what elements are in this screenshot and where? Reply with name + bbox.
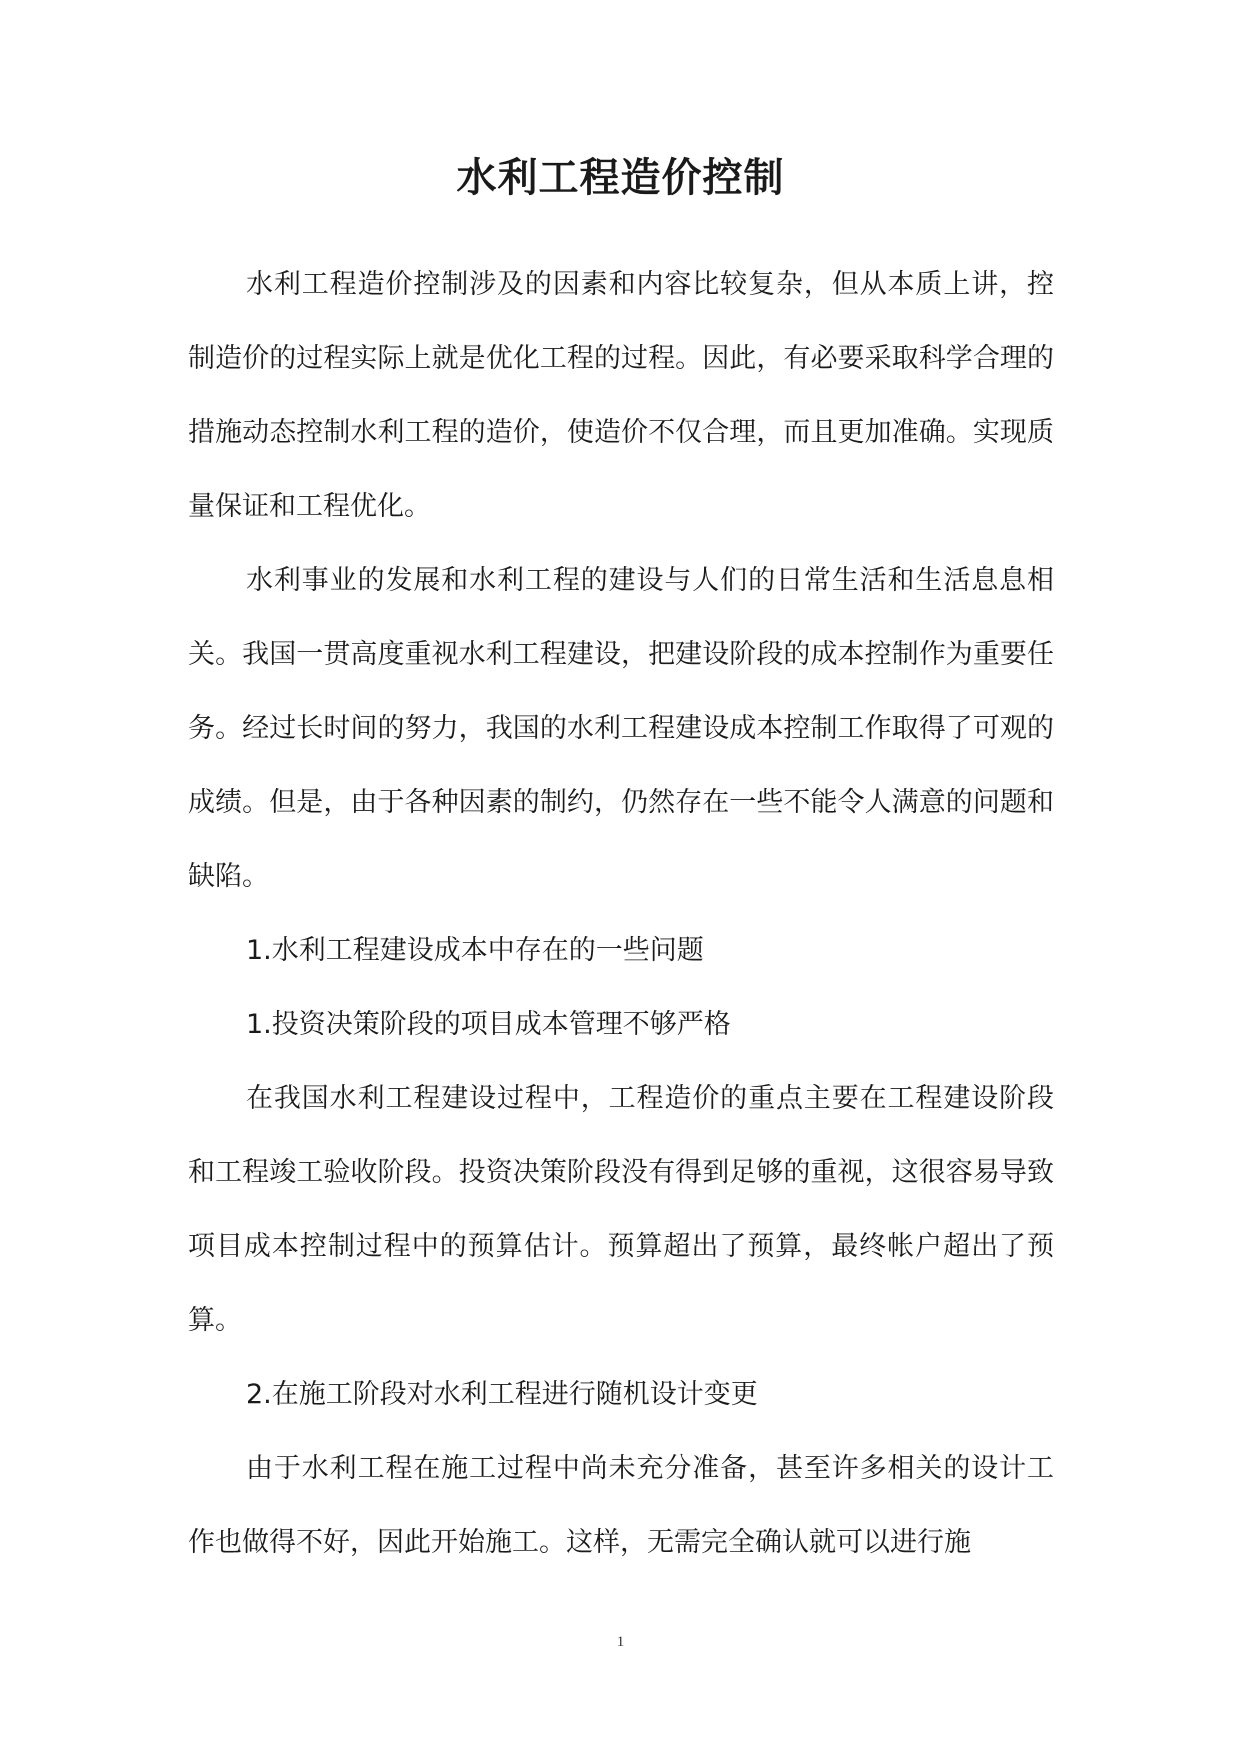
document-body	[188, 248, 1054, 1580]
page-number: 1	[616, 1634, 625, 1650]
paragraph-background: 水利事业的发展和水利工程的建设与人们的日常生活和生活息息相关。我国一贯高度重视水利工程建设，把建设阶段的成本控制作为重要任务。经过长时间的努力，我国的水利工程建设成本控制工作取得了可观的成绩。但是，由于各种因素的制约，仍然存在一些不能令人满意的问题和缺陷。	[188, 565, 1054, 892]
document-title: 水利工程造价控制	[456, 155, 785, 201]
paragraph-intro: 水利工程造价控制涉及的因素和内容比较复杂，但从本质上讲，控制造价的过程实际上就是优化工程的过程。因此，有必要采取科学合理的措施动态控制水利工程的造价，使造价不仅合理，而且更加准确。实现质量保证和工程优化。	[188, 269, 1054, 522]
paragraph-investment: 在我国水利工程建设过程中，工程造价的重点主要在工程建设阶段和工程竣工验收阶段。投资决策阶段没有得到足够的重视，这很容易导致项目成本控制过程中的预算估计。预算超出了预算，最终帐户超出了预算。	[188, 1083, 1054, 1336]
subsection-heading-design-change: 2.在施工阶段对水利工程进行随机设计变更	[246, 1379, 758, 1410]
subsection-heading-investment: 1.投资决策阶段的项目成本管理不够严格	[246, 1009, 731, 1040]
section-heading-problems: 1.水利工程建设成本中存在的一些问题	[246, 935, 704, 966]
paragraph-design-change: 由于水利工程在施工过程中尚未充分准备，甚至许多相关的设计工作也做得不好，因此开始施工。这样，无需完全确认就可以进行施	[188, 1453, 1054, 1558]
